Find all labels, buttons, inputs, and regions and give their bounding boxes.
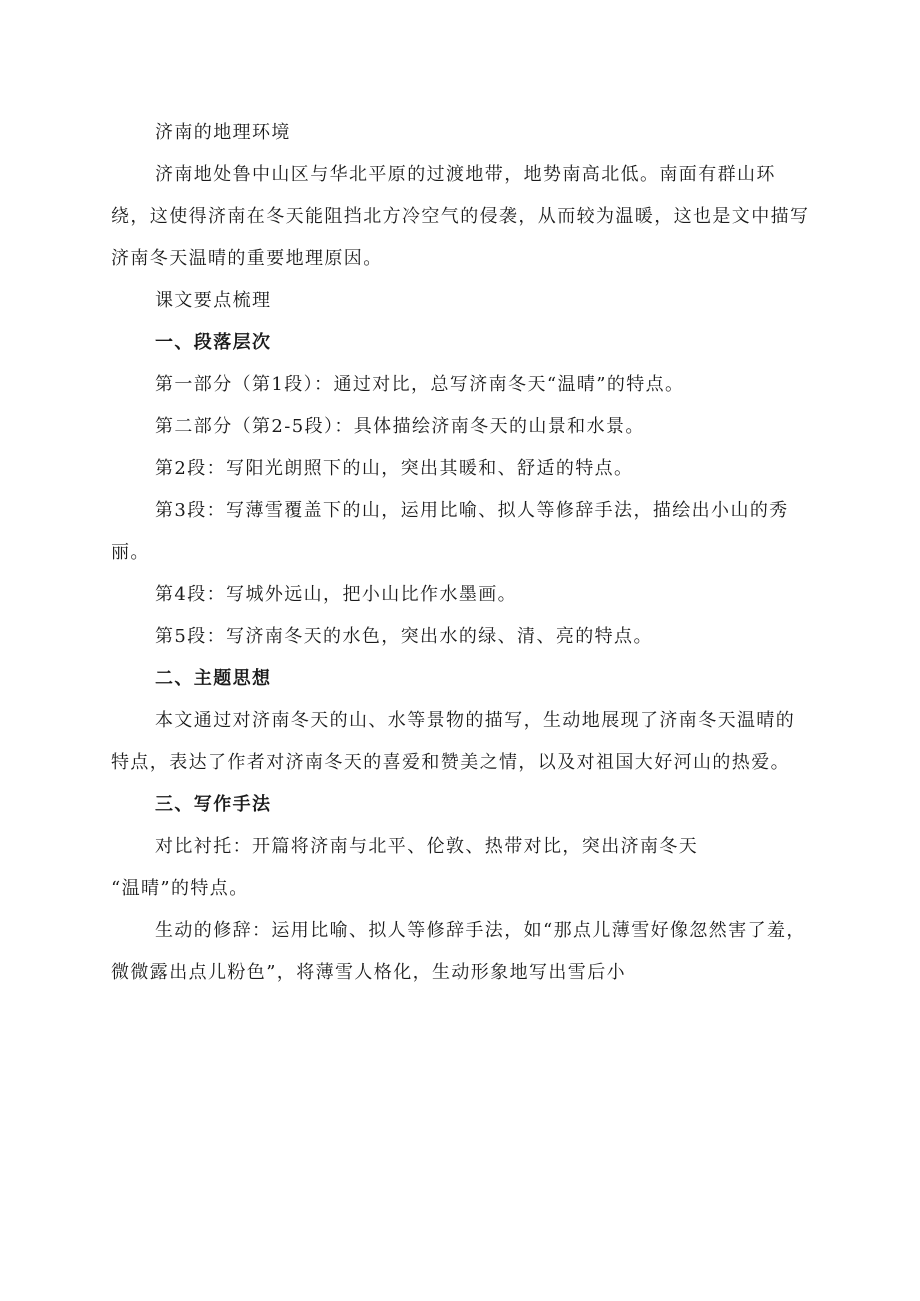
part-one-text: 第一部分（第1段）：通过对比，总写济南冬天“温晴”的特点。 <box>155 374 685 395</box>
paragraph-5-summary: 第5段：写济南冬天的水色，突出水的绿、清、亮的特点。 <box>155 626 653 647</box>
heading-paragraph-structure: 一、段落层次 <box>155 332 272 353</box>
part-two-text: 第二部分（第2-5段）：具体描绘济南冬天的山景和水景。 <box>155 416 645 437</box>
heading-theme: 二、主题思想 <box>155 668 272 689</box>
paragraph-2-summary: 第2段：写阳光朗照下的山，突出其暖和、舒适的特点。 <box>155 458 634 479</box>
rhetoric-technique-paragraph: 生动的修辞：运用比喻、拟人等修辞手法，如“那点儿薄雪好像忽然害了羞，微微露出点儿粉色”，将薄雪人格化，生动形象地写出雪后小 <box>111 920 806 983</box>
geography-paragraph: 济南地处鲁中山区与华北平原的过渡地带，地势南高北低。南面有群山环绕，这使得济南在冬天能阻挡北方冷空气的侵袭，从而较为温暖，这也是文中描写济南冬天温晴的重要地理原因。 <box>111 164 810 269</box>
contrast-technique-line-1: 对比衬托：开篇将济南与北平、伦敦、热带对比，突出济南冬天 <box>155 836 699 857</box>
document-body <box>111 112 811 994</box>
theme-paragraph: 本文通过对济南冬天的山、水等景物的描写，生动地展现了济南冬天温晴的特点，表达了作者对济南冬天的喜爱和赞美之情，以及对祖国大好河山的热爱。 <box>111 710 796 773</box>
section-title-key-points: 课文要点梳理 <box>155 290 272 311</box>
heading-writing-techniques: 三、写作手法 <box>155 794 272 815</box>
contrast-technique-line-2: “温晴”的特点。 <box>111 878 249 899</box>
paragraph-4-summary: 第4段：写城外远山，把小山比作水墨画。 <box>155 584 518 605</box>
paragraph-3-summary: 第3段：写薄雪覆盖下的山，运用比喻、拟人等修辞手法，描绘出小山的秀丽。 <box>111 500 789 563</box>
section-title-geography: 济南的地理环境 <box>155 122 291 143</box>
